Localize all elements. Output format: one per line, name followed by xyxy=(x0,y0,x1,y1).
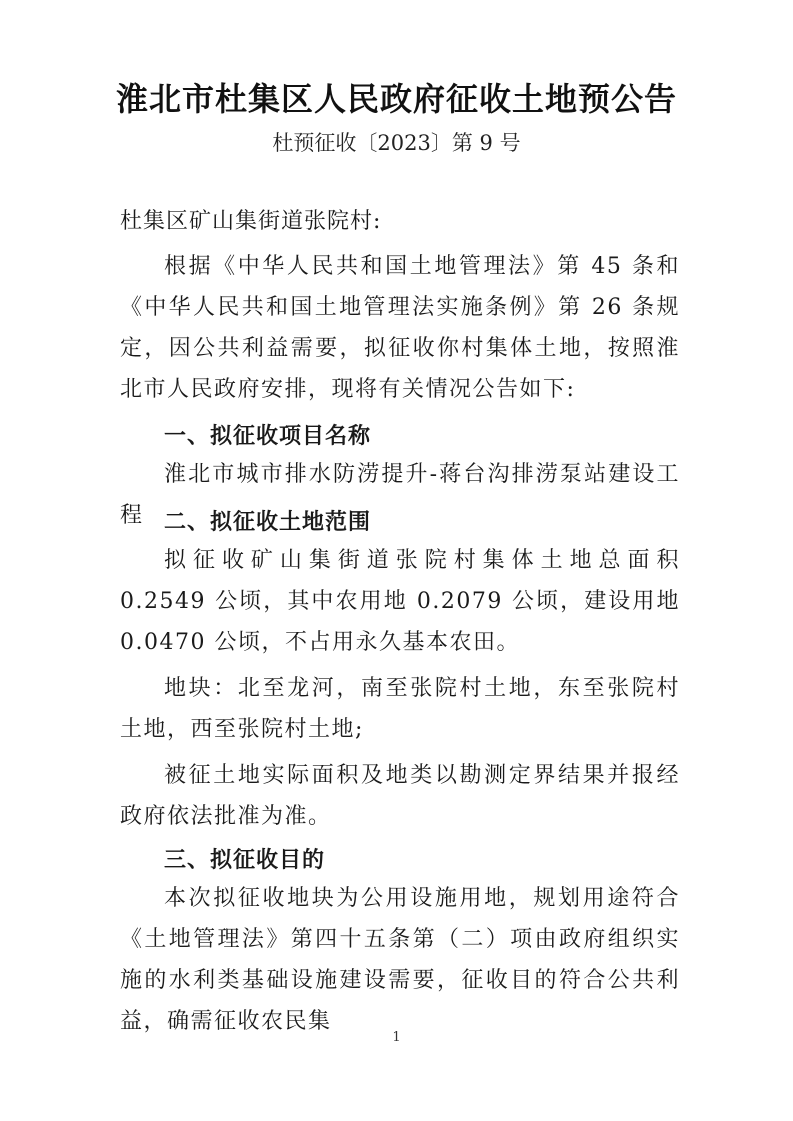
purpose-paragraph: 本次拟征收地块为公用设施用地，规划用途符合《土地管理法》第四十五条第（二）项由政府组织实施的水利类基础设施建设需要，征收目的符合公共利益，确需征收农民集 xyxy=(120,886,680,1034)
land-area-paragraph: 拟征收矿山集街道张院村集体土地总面积 0.2549 公顷，其中农用地 0.2079 公顷，建设用地 0.0470 公顷，不占用永久基本农田。 xyxy=(120,548,680,655)
section-heading-project-name: 一、拟征收项目名称 xyxy=(164,423,372,449)
intro-paragraph: 根据《中华人民共和国土地管理法》第 45 条和《中华人民共和国土地管理法实施条例》第 26 条规定，因公共利益需要，拟征收你村集体土地，按照淮北市人民政府安排，现将有关情况公告如下: xyxy=(120,254,680,402)
land-note-paragraph: 被征土地实际面积及地类以勘测定界结果并报经政府依法批准为准。 xyxy=(120,763,680,829)
section-heading-purpose: 三、拟征收目的 xyxy=(164,847,326,873)
project-name-paragraph: 淮北市城市排水防涝提升-蒋台沟排涝泵站建设工程 xyxy=(120,462,680,528)
page-number: 1 xyxy=(392,1030,401,1045)
document-title: 淮北市杜集区人民政府征收土地预公告 xyxy=(115,80,677,118)
document-number: 杜预征收〔2023〕第 9 号 xyxy=(272,131,521,155)
addressee: 杜集区矿山集街道张院村: xyxy=(120,209,382,234)
section-heading-land-scope: 二、拟征收土地范围 xyxy=(164,509,372,535)
land-boundary-paragraph: 地块：北至龙河，南至张院村土地，东至张院村土地，西至张院村土地; xyxy=(120,676,680,742)
